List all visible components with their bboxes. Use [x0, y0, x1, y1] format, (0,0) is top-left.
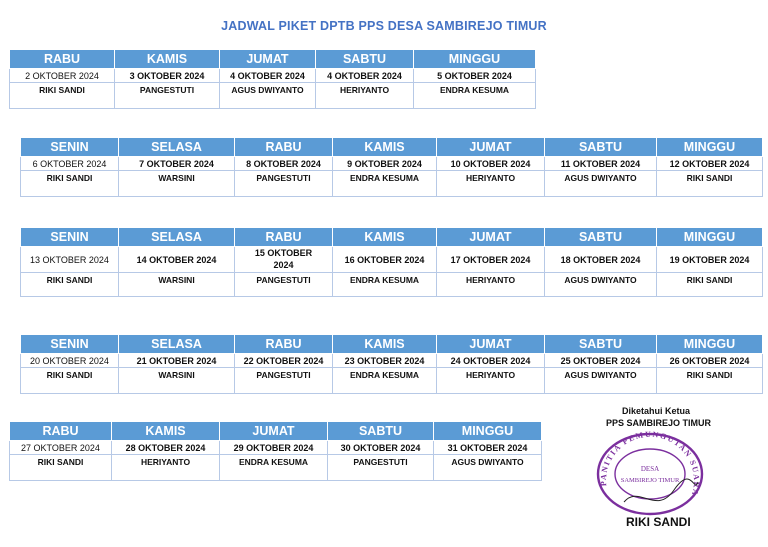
day-cell: SABTU	[316, 50, 414, 69]
day-cell: SELASA	[119, 138, 235, 157]
date-cell: 22 OKTOBER 2024	[235, 354, 333, 368]
day-cell: SABTU	[545, 228, 657, 247]
day-cell: RABU	[10, 422, 112, 441]
date-cell: 23 OKTOBER 2024	[333, 354, 437, 368]
name-cell: ENDRA KESUMA	[333, 171, 437, 197]
day-cell: RABU	[235, 228, 333, 247]
date-cell: 15 OKTOBER 2024	[235, 247, 333, 273]
name-row	[21, 273, 763, 297]
day-header-row	[10, 50, 536, 69]
date-cell: 9 OKTOBER 2024	[333, 157, 437, 171]
name-cell: AGUS DWIYANTO	[434, 455, 542, 481]
name-cell: HERIYANTO	[437, 273, 545, 297]
date-cell: 27 OKTOBER 2024	[10, 441, 112, 455]
name-row	[21, 368, 763, 394]
date-cell: 29 OKTOBER 2024	[220, 441, 328, 455]
date-row	[21, 247, 763, 273]
name-cell: ENDRA KESUMA	[414, 83, 536, 109]
date-cell: 24 OKTOBER 2024	[437, 354, 545, 368]
date-cell: 20 OKTOBER 2024	[21, 354, 119, 368]
date-cell: 10 OKTOBER 2024	[437, 157, 545, 171]
day-cell: MINGGU	[657, 138, 763, 157]
date-cell: 17 OKTOBER 2024	[437, 247, 545, 273]
name-cell: ENDRA KESUMA	[220, 455, 328, 481]
date-cell: 13 OKTOBER 2024	[21, 247, 119, 273]
name-cell: RIKI SANDI	[10, 83, 115, 109]
name-row	[10, 83, 536, 109]
date-row	[10, 69, 536, 83]
name-cell: WARSINI	[119, 273, 235, 297]
day-cell: RABU	[10, 50, 115, 69]
schedule-table-week-4	[20, 335, 763, 394]
name-cell: RIKI SANDI	[657, 273, 763, 297]
name-cell: AGUS DWIYANTO	[545, 273, 657, 297]
name-cell: ENDRA KESUMA	[333, 273, 437, 297]
day-cell: JUMAT	[437, 138, 545, 157]
day-cell: JUMAT	[437, 335, 545, 354]
date-cell: 7 OKTOBER 2024	[119, 157, 235, 171]
schedule-table-week-1	[9, 50, 536, 109]
name-row	[10, 455, 542, 481]
day-cell: JUMAT	[437, 228, 545, 247]
name-cell: PANGESTUTI	[235, 273, 333, 297]
date-cell: 21 OKTOBER 2024	[119, 354, 235, 368]
name-cell: AGUS DWIYANTO	[545, 368, 657, 394]
day-header-row	[21, 138, 763, 157]
date-cell: 28 OKTOBER 2024	[112, 441, 220, 455]
name-cell: AGUS DWIYANTO	[220, 83, 316, 109]
date-cell: 25 OKTOBER 2024	[545, 354, 657, 368]
stamp-outer-text: PANITIA PEMUNGUTAN SUARA	[598, 429, 702, 498]
name-cell: WARSINI	[119, 171, 235, 197]
day-cell: JUMAT	[220, 422, 328, 441]
name-cell: ENDRA KESUMA	[333, 368, 437, 394]
day-cell: SABTU	[545, 335, 657, 354]
day-cell: KAMIS	[112, 422, 220, 441]
name-cell: WARSINI	[119, 368, 235, 394]
date-cell: 12 OKTOBER 2024	[657, 157, 763, 171]
date-cell: 4 OKTOBER 2024	[220, 69, 316, 83]
signature-title: Diketahui Ketua	[622, 406, 691, 416]
day-cell: SABTU	[545, 138, 657, 157]
name-cell: RIKI SANDI	[10, 455, 112, 481]
day-header-row	[21, 228, 763, 247]
name-cell: HERIYANTO	[316, 83, 414, 109]
day-cell: MINGGU	[657, 228, 763, 247]
day-cell: MINGGU	[414, 50, 536, 69]
signatory-name: RIKI SANDI	[626, 515, 691, 529]
day-header-row	[21, 335, 763, 354]
name-cell: PANGESTUTI	[115, 83, 220, 109]
schedule-table-week-5	[9, 422, 542, 481]
signature-block	[586, 404, 756, 534]
day-cell: SELASA	[119, 228, 235, 247]
date-cell: 5 OKTOBER 2024	[414, 69, 536, 83]
name-cell: RIKI SANDI	[657, 171, 763, 197]
day-cell: KAMIS	[115, 50, 220, 69]
day-cell: RABU	[235, 138, 333, 157]
day-cell: JUMAT	[220, 50, 316, 69]
day-cell: KAMIS	[333, 138, 437, 157]
day-cell: SENIN	[21, 228, 119, 247]
name-cell: AGUS DWIYANTO	[545, 171, 657, 197]
official-stamp-seal	[594, 424, 706, 516]
name-cell: PANGESTUTI	[328, 455, 434, 481]
day-cell: SABTU	[328, 422, 434, 441]
date-row	[21, 157, 763, 171]
name-cell: PANGESTUTI	[235, 368, 333, 394]
name-cell: RIKI SANDI	[21, 171, 119, 197]
schedule-table-week-2	[20, 138, 763, 197]
name-cell: RIKI SANDI	[21, 273, 119, 297]
name-row	[21, 171, 763, 197]
svg-text:PANITIA PEMUNGUTAN SUARA	[599, 430, 701, 498]
day-cell: SENIN	[21, 138, 119, 157]
stamp-inner-line2: SAMBIREJO TIMUR	[620, 477, 680, 484]
date-cell: 16 OKTOBER 2024	[333, 247, 437, 273]
day-cell: MINGGU	[434, 422, 542, 441]
name-cell: RIKI SANDI	[657, 368, 763, 394]
date-cell: 26 OKTOBER 2024	[657, 354, 763, 368]
name-cell: PANGESTUTI	[235, 171, 333, 197]
day-cell: KAMIS	[333, 335, 437, 354]
date-cell: 3 OKTOBER 2024	[115, 69, 220, 83]
name-cell: HERIYANTO	[437, 368, 545, 394]
schedule-table-week-3	[20, 228, 763, 297]
date-cell: 4 OKTOBER 2024	[316, 69, 414, 83]
name-cell: HERIYANTO	[437, 171, 545, 197]
date-cell: 2 OKTOBER 2024	[10, 69, 115, 83]
day-cell: MINGGU	[657, 335, 763, 354]
day-cell: RABU	[235, 335, 333, 354]
signature-organization: PPS SAMBIREJO TIMUR	[606, 418, 712, 428]
date-cell: 14 OKTOBER 2024	[119, 247, 235, 273]
stamp-inner-line1: DESA	[640, 465, 660, 473]
date-cell: 11 OKTOBER 2024	[545, 157, 657, 171]
day-cell: SENIN	[21, 335, 119, 354]
date-cell: 18 OKTOBER 2024	[545, 247, 657, 273]
page-title: JADWAL PIKET DPTB PPS DESA SAMBIREJO TIMUR	[221, 19, 547, 33]
date-cell: 31 OKTOBER 2024	[434, 441, 542, 455]
date-row	[10, 441, 542, 455]
date-cell: 30 OKTOBER 2024	[328, 441, 434, 455]
name-cell: RIKI SANDI	[21, 368, 119, 394]
day-cell: SELASA	[119, 335, 235, 354]
day-header-row	[10, 422, 542, 441]
date-cell: 19 OKTOBER 2024	[657, 247, 763, 273]
date-cell: 6 OKTOBER 2024	[21, 157, 119, 171]
name-cell: HERIYANTO	[112, 455, 220, 481]
day-cell: KAMIS	[333, 228, 437, 247]
date-cell: 8 OKTOBER 2024	[235, 157, 333, 171]
date-row	[21, 354, 763, 368]
